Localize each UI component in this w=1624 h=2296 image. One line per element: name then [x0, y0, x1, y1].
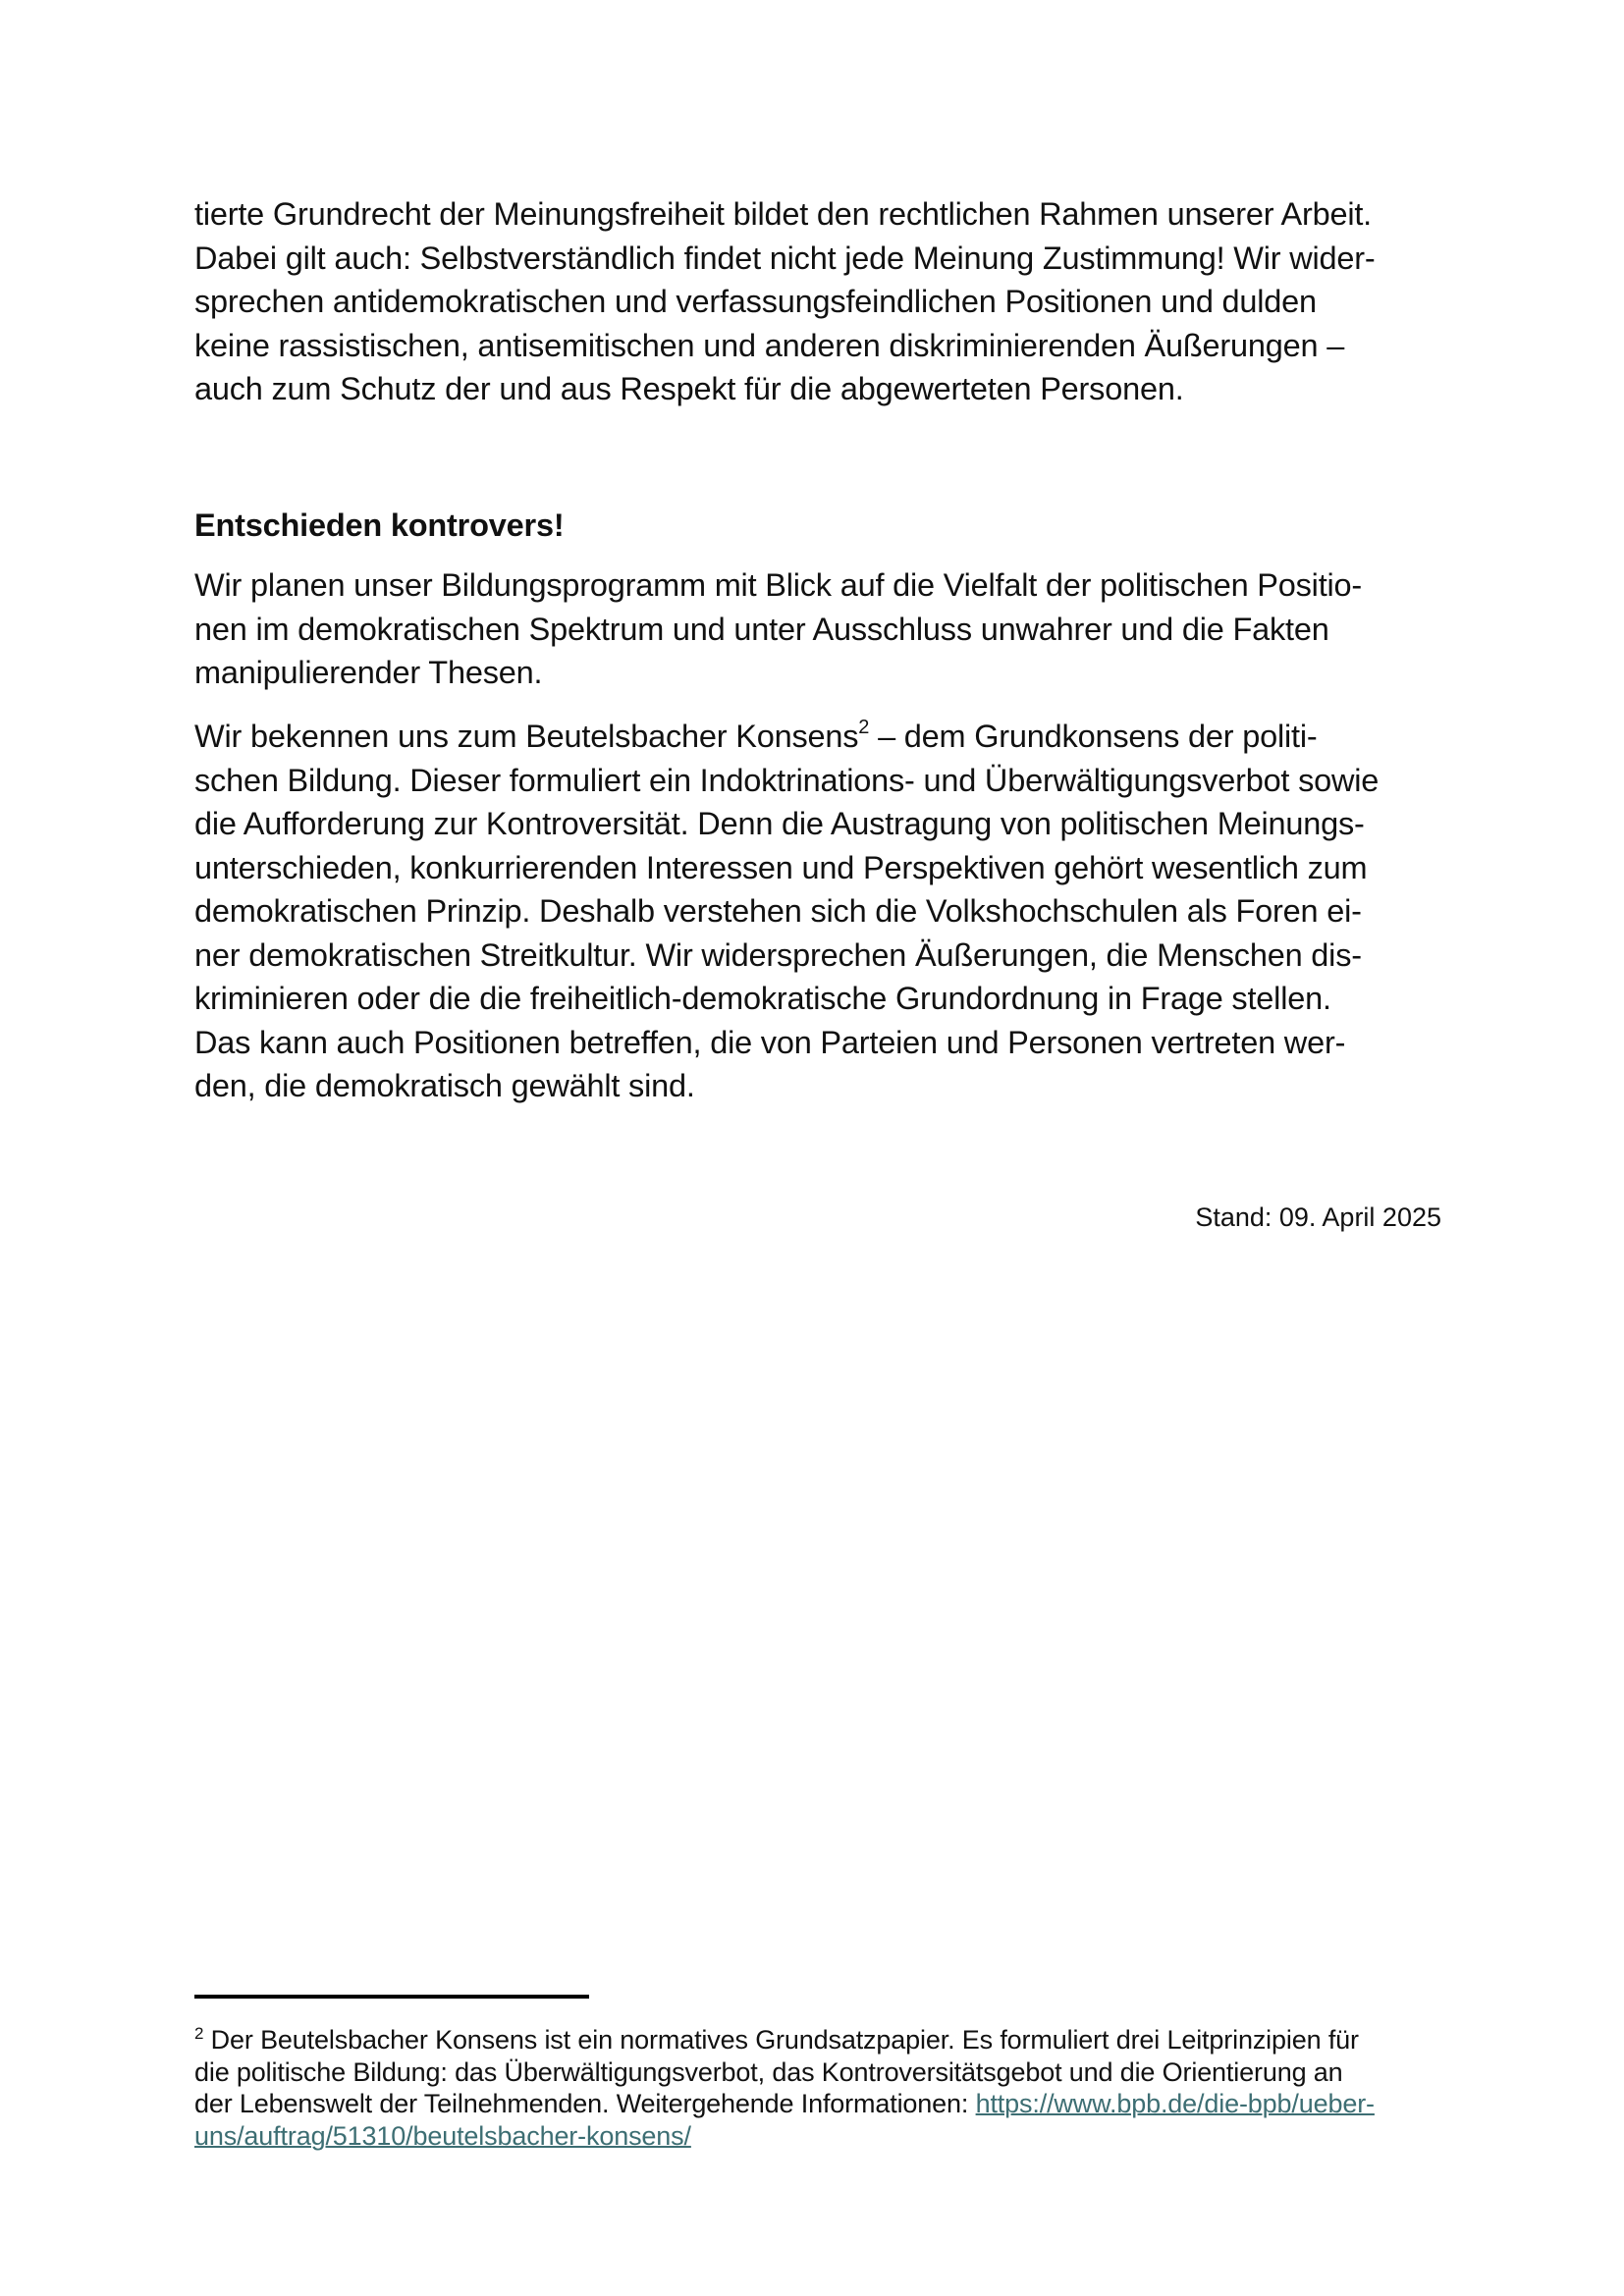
text-line: Dabei gilt auch: Selbstverständlich findet nicht jede Meinung Zustimmung! Wir wider-	[194, 240, 1376, 276]
section-heading: Entschieden kontrovers!	[194, 507, 565, 543]
text-segment: der Lebenswelt der Teilnehmenden. Weitergehende Informationen:	[194, 2089, 976, 2118]
paragraph-freedom-of-opinion	[194, 192, 1376, 411]
text-line: Das kann auch Positionen betreffen, die von Parteien und Personen vertreten wer-	[194, 1024, 1346, 1060]
text-line: manipulierender Thesen.	[194, 655, 543, 690]
paragraph-education-program	[194, 563, 1362, 695]
text-line: tierte Grundrecht der Meinungsfreiheit bildet den rechtlichen Rahmen unserer Arbeit.	[194, 196, 1372, 232]
paragraph-beutelsbach-consensus	[194, 715, 1379, 1108]
text-line: keine rassistischen, antisemitischen und anderen diskriminierenden Äußerungen –	[194, 327, 1345, 363]
text-line: ner demokratischen Streitkultur. Wir widersprechen Äußerungen, die Menschen dis-	[194, 936, 1362, 973]
text-line: demokratischen Prinzip. Deshalb verstehen sich die Volkshochschulen als Foren ei-	[194, 893, 1362, 929]
footnote-line	[194, 2024, 1375, 2056]
text-line: kriminieren oder die die freiheitlich-demokratische Grundordnung in Frage stellen.	[194, 981, 1331, 1016]
footnote-marker: 2	[194, 2024, 204, 2043]
footnote-line	[194, 2120, 1375, 2153]
footnote	[194, 2024, 1375, 2152]
text-line: schen Bildung. Dieser formuliert ein Indoktrinations- und Überwältigungsverbot sowie	[194, 762, 1380, 798]
footnote-line: die politische Bildung: das Überwältigungsverbot, das Kontroversitätsgebot und die Orientierung an	[194, 2056, 1343, 2087]
bpb-link[interactable]: https://www.bpb.de/die-bpb/ueber-	[975, 2089, 1375, 2118]
text-line: nen im demokratischen Spektrum und unter Ausschluss unwahrer und die Fakten	[194, 611, 1329, 647]
text-line: unterschieden, konkurrierenden Interessen und Perspektiven gehört wesentlich zum	[194, 849, 1368, 885]
text-line: sprechen antidemokratischen und verfassungsfeindlichen Positionen und dulden	[194, 284, 1317, 319]
footnote-line	[194, 2088, 1375, 2120]
text-line: die Aufforderung zur Kontroversität. Denn die Austragung von politischen Meinungs-	[194, 806, 1365, 841]
text-line: Wir planen unser Bildungsprogramm mit Blick auf die Vielfalt der politischen Positio-	[194, 567, 1363, 603]
date-stamp: Stand: 09. April 2025	[1195, 1202, 1441, 1232]
text-segment: Der Beutelsbacher Konsens ist ein normatives Grundsatzpapier. Es formuliert drei Leitprinzipien für	[203, 2025, 1359, 2055]
footnote-separator	[194, 1995, 589, 1999]
text-segment: Wir bekennen uns zum Beutelsbacher Konsens	[194, 719, 859, 754]
text-line: auch zum Schutz der und aus Respekt für die abgewerteten Personen.	[194, 371, 1184, 406]
bpb-link-continued[interactable]: uns/auftrag/51310/beutelsbacher-konsens/	[194, 2120, 691, 2151]
text-line: den, die demokratisch gewählt sind.	[194, 1068, 695, 1103]
text-line	[194, 715, 1379, 759]
footnote-reference[interactable]: 2	[858, 717, 870, 738]
text-segment: – dem Grundkonsens der politi-	[869, 719, 1318, 754]
